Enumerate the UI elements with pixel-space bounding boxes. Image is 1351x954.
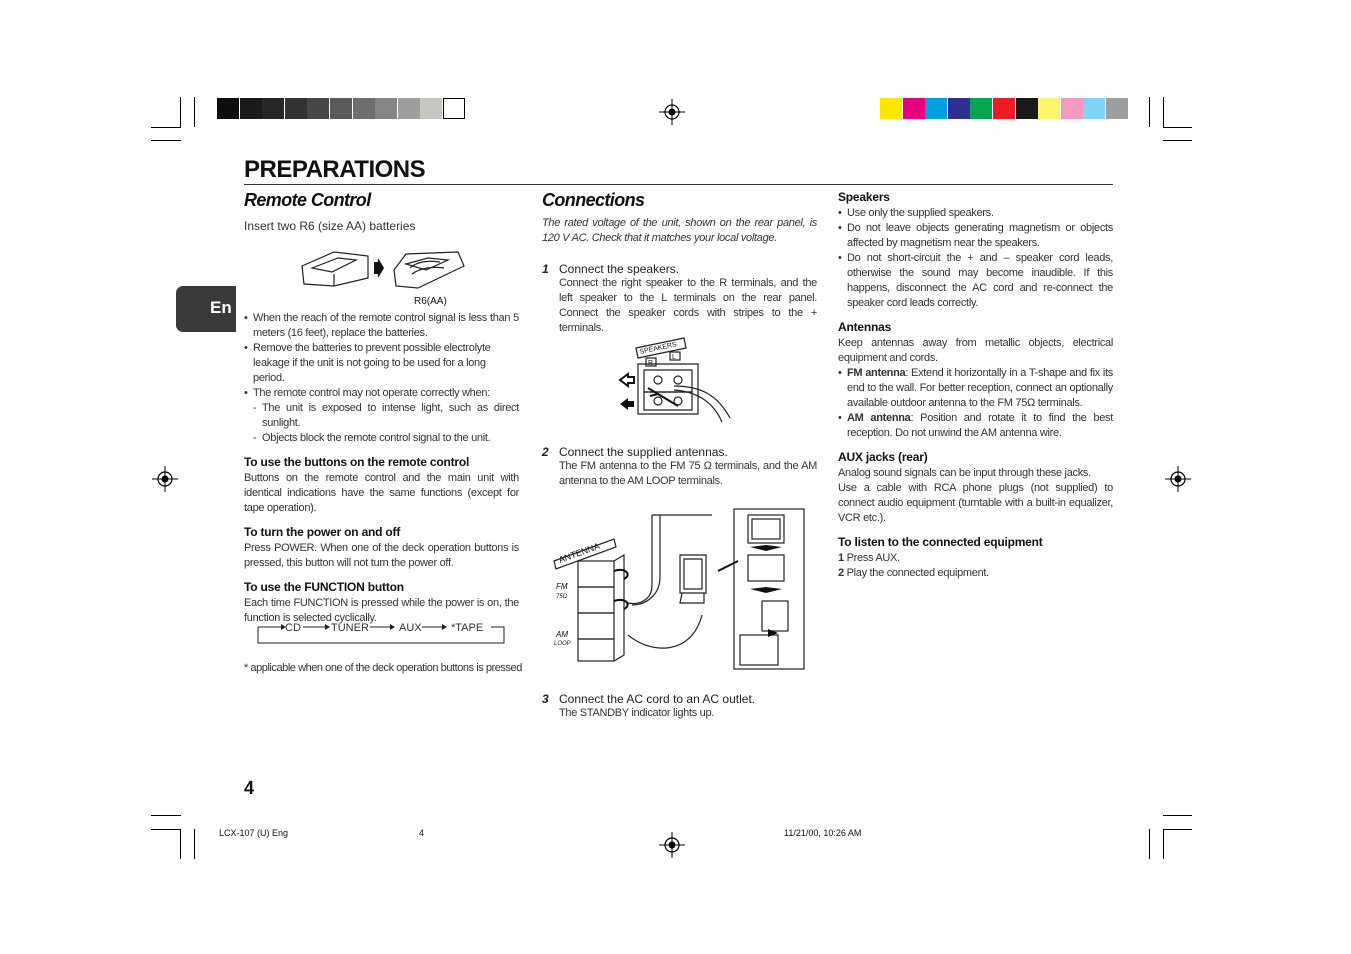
registration-mark-icon bbox=[152, 466, 178, 492]
crop-mark bbox=[151, 829, 181, 830]
battery-label: R6(AA) bbox=[414, 296, 447, 307]
footer-datetime: 11/21/00, 10:26 AM bbox=[784, 828, 862, 838]
step-1 bbox=[542, 262, 817, 336]
color-swatch bbox=[443, 98, 465, 119]
power-text: Press POWER. When one of the deck operation buttons is pressed, this button will not turn the power off. bbox=[244, 542, 519, 569]
fm-antenna-label: FM antenna bbox=[847, 367, 906, 379]
color-swatch bbox=[240, 98, 262, 119]
battery-insertion-figure bbox=[298, 244, 468, 308]
color-swatch bbox=[262, 98, 284, 119]
crop-mark bbox=[1149, 97, 1150, 127]
color-swatch bbox=[1038, 98, 1060, 119]
function-footnote: * applicable when one of the deck operation buttons is pressed bbox=[244, 662, 522, 674]
list-item bbox=[838, 411, 1113, 441]
crop-mark bbox=[151, 127, 181, 128]
color-swatch bbox=[330, 98, 352, 119]
crop-mark bbox=[180, 97, 181, 127]
color-swatch bbox=[420, 98, 442, 119]
footer-page: 4 bbox=[419, 828, 425, 838]
remote-notes bbox=[244, 311, 519, 626]
remote-section bbox=[244, 190, 519, 233]
buttons-text: Buttons on the remote control and the main unit with identical indications have the same functions (except for tape operation). bbox=[244, 472, 519, 514]
crop-mark bbox=[194, 97, 195, 127]
list-item bbox=[838, 566, 1113, 581]
color-swatch bbox=[993, 98, 1015, 119]
step-text: The FM antenna to the FM 75 Ω terminals, and the AM antenna to the AM LOOP terminals. bbox=[559, 460, 817, 487]
fm-label: FM bbox=[556, 582, 568, 591]
antennas-subheading: Antennas bbox=[838, 320, 892, 334]
color-swatch bbox=[880, 98, 902, 119]
color-swatch bbox=[1106, 98, 1128, 119]
connections-intro: The rated voltage of the unit, shown on the rear panel, is 120 V AC. Check that it matches your local voltage. bbox=[542, 217, 817, 244]
step-number: 1 bbox=[838, 552, 844, 564]
crop-mark bbox=[151, 140, 181, 141]
listen-subheading: To listen to the connected equipment bbox=[838, 535, 1043, 549]
step-number: 3 bbox=[542, 692, 549, 706]
color-swatch bbox=[925, 98, 947, 119]
color-swatch bbox=[1083, 98, 1105, 119]
am-loop-label: LOOP bbox=[554, 641, 571, 647]
color-swatch bbox=[375, 98, 397, 119]
language-tab bbox=[176, 286, 236, 332]
function-cycle-diagram bbox=[255, 615, 510, 649]
antennas-text: Keep antennas away from metallic objects, electrical equipment and cords. bbox=[838, 337, 1113, 364]
list-item: • Do not leave objects generating magnetism or objects affected by magnetism near the speakers. bbox=[838, 221, 1113, 251]
cycle-item: TUNER bbox=[331, 622, 369, 634]
step-title: Connect the speakers. bbox=[559, 262, 680, 276]
step-number: 2 bbox=[838, 567, 844, 579]
list-item: - Objects block the remote control signal to the unit. bbox=[244, 431, 519, 446]
color-swatch bbox=[970, 98, 992, 119]
step-title: Connect the supplied antennas. bbox=[559, 445, 728, 459]
power-subheading: To turn the power on and off bbox=[244, 525, 401, 539]
list-item: • The remote control may not operate correctly when: bbox=[244, 386, 519, 401]
antenna-connection-figure bbox=[552, 505, 808, 671]
step-title: Connect the AC cord to an AC outlet. bbox=[559, 692, 756, 706]
speakers-subheading: Speakers bbox=[838, 190, 890, 204]
list-item: • Remove the batteries to prevent possible electrolyte leakage if the unit is not going to be used for a long period. bbox=[244, 341, 519, 386]
am-antenna-text: : Position and rotate it to find the best reception. Do not unwind the AM antenna wire. bbox=[847, 412, 1113, 439]
crop-mark bbox=[180, 829, 181, 859]
list-item bbox=[838, 366, 1113, 411]
aux-text: Use a cable with RCA phone plugs (not supplied) to connect audio equipment (turntable with a built-in equalizer, VCR etc.). bbox=[838, 482, 1113, 524]
am-label: AM bbox=[556, 630, 568, 639]
step-text: Play the connected equipment. bbox=[846, 567, 989, 579]
cycle-item: *TAPE bbox=[451, 622, 484, 634]
right-column bbox=[838, 190, 1113, 581]
speakers-label: SPEAKERS bbox=[638, 341, 678, 356]
step-2 bbox=[542, 445, 817, 489]
function-subheading: To use the FUNCTION button bbox=[244, 580, 404, 594]
step-number: 2 bbox=[542, 445, 549, 459]
crop-mark bbox=[1163, 140, 1192, 141]
list-item: - The unit is exposed to intense light, such as direct sunlight. bbox=[244, 401, 519, 431]
page-title: PREPARATIONS bbox=[244, 156, 426, 183]
am-antenna-label: AM antenna bbox=[847, 412, 911, 424]
crop-mark bbox=[1163, 97, 1164, 127]
crop-mark bbox=[194, 829, 195, 859]
aux-subheading: AUX jacks (rear) bbox=[838, 450, 928, 464]
cycle-item: CD bbox=[285, 622, 301, 634]
step-text: The STANDBY indicator lights up. bbox=[559, 707, 715, 719]
crop-mark bbox=[1149, 829, 1150, 859]
crop-mark bbox=[1163, 829, 1192, 830]
step-number: 1 bbox=[542, 262, 549, 276]
antenna-label: ANTENNA bbox=[557, 540, 602, 565]
title-rule bbox=[244, 184, 1113, 185]
registration-mark-icon bbox=[659, 99, 685, 125]
list-item: • Do not short-circuit the + and – speaker cord leads, otherwise the sound may become inaudible. If this happens, disconnect the AC cord and re-connect the speaker cord leads correctly. bbox=[838, 251, 1113, 311]
remote-heading: Remote Control bbox=[244, 190, 371, 210]
color-swatch bbox=[398, 98, 420, 119]
buttons-subheading: To use the buttons on the remote control bbox=[244, 455, 470, 469]
color-swatch bbox=[948, 98, 970, 119]
fm-ohm-label: 75Ω bbox=[556, 594, 568, 600]
step-3 bbox=[542, 692, 817, 721]
registration-mark-icon bbox=[659, 832, 685, 858]
registration-mark-icon bbox=[1165, 466, 1191, 492]
language-tab-label: En bbox=[210, 298, 232, 317]
crop-mark bbox=[151, 815, 181, 816]
color-swatch bbox=[285, 98, 307, 119]
cycle-item: AUX bbox=[399, 622, 422, 634]
color-swatch bbox=[1016, 98, 1038, 119]
color-swatch bbox=[903, 98, 925, 119]
footer-file: LCX-107 (U) Eng bbox=[219, 828, 289, 838]
insert-batteries-text: Insert two R6 (size AA) batteries bbox=[244, 219, 416, 233]
step-text: Connect the right speaker to the R terminals, and the left speaker to the L terminals on the rear panel. Connect the speaker cords with stripes to the + terminals. bbox=[559, 277, 817, 334]
function-text: Each time FUNCTION is pressed while the power is on, the function is selected cyclically. bbox=[244, 597, 519, 624]
crop-mark bbox=[1163, 815, 1192, 816]
list-item: • When the reach of the remote control signal is less than 5 meters (16 feet), replace the batteries. bbox=[244, 311, 519, 341]
step-text: Press AUX. bbox=[846, 552, 900, 564]
crop-mark bbox=[1163, 127, 1192, 128]
color-swatch bbox=[307, 98, 329, 119]
aux-text: Analog sound signals can be input through these jacks. bbox=[838, 467, 1091, 479]
crop-mark bbox=[1163, 829, 1164, 859]
connections-heading: Connections bbox=[542, 190, 645, 210]
list-item bbox=[838, 551, 1113, 566]
speaker-l-label: L bbox=[672, 354, 676, 361]
color-swatch bbox=[1061, 98, 1083, 119]
color-swatch bbox=[353, 98, 375, 119]
page-number: 4 bbox=[244, 778, 255, 798]
speaker-r-label: R bbox=[648, 360, 654, 367]
speaker-terminal-figure bbox=[618, 330, 738, 425]
list-item: • Use only the supplied speakers. bbox=[838, 206, 1113, 221]
fm-antenna-text: : Extend it horizontally in a T-shape and fix its end to the wall. For better reception, connect an optionally available outdoor antenna to the FM 75Ω terminals. bbox=[847, 367, 1113, 409]
color-swatch bbox=[217, 98, 239, 119]
